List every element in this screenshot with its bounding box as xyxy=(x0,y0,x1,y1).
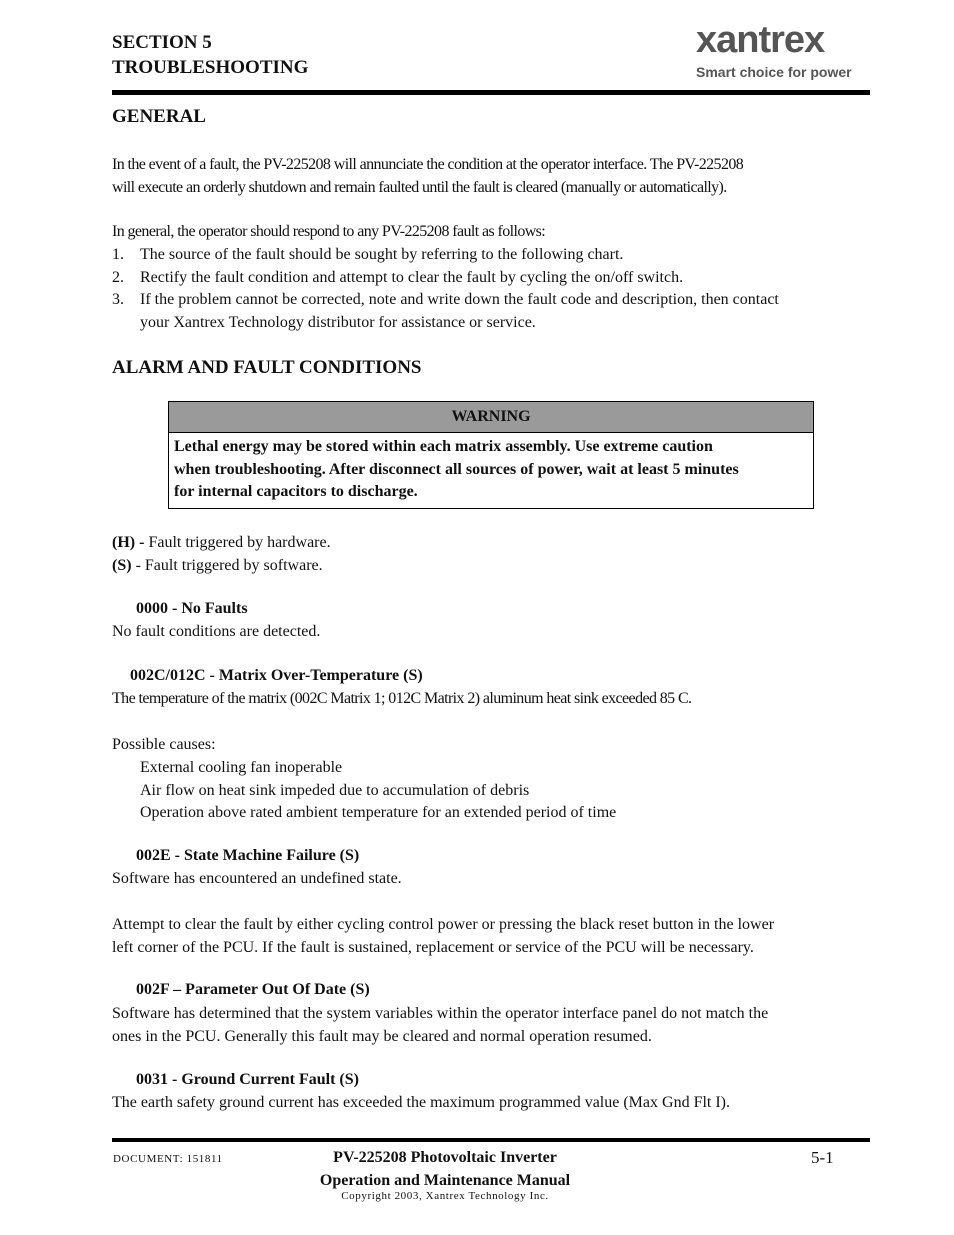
fault-description: No fault conditions are detected. xyxy=(112,623,321,640)
fault-description xyxy=(112,1003,870,1048)
warning-title: WARNING xyxy=(169,402,813,433)
section-number: SECTION 5 xyxy=(112,32,212,53)
list-item xyxy=(112,244,872,267)
fault-action-line: Attempt to clear the fault by either cycling control power or pressing the black reset button in the lower xyxy=(112,916,775,933)
warning-line: when troubleshooting. After disconnect all sources of power, wait at least 5 minutes xyxy=(174,460,739,478)
step-text: The source of the fault should be sought by referring to the following chart. xyxy=(140,246,624,263)
step-number: 3. xyxy=(112,291,124,308)
fault-title: 0000 - No Faults xyxy=(136,600,248,617)
response-steps xyxy=(112,244,872,334)
fault-title: 002F – Parameter Out Of Date (S) xyxy=(136,981,370,998)
list-item: Air flow on heat sink impeded due to accumulation of debris xyxy=(140,781,530,799)
step-text: If the problem cannot be corrected, note and write down the fault code and description, then contact xyxy=(140,291,779,308)
fault-title: 002E - State Machine Failure (S) xyxy=(136,847,360,864)
fault-description: Software has encountered an undefined state. xyxy=(112,870,402,887)
legend-text: - Fault triggered by software. xyxy=(131,556,323,574)
fault-description: The temperature of the matrix (002C Matrix 1; 012C Matrix 2) aluminum heat sink exceeded 85 C. xyxy=(112,690,692,707)
step-continuation: your Xantrex Technology distributor for assistance or service. xyxy=(140,313,536,331)
fault-description-line: ones in the PCU. Generally this fault may be cleared and normal operation resumed. xyxy=(112,1027,652,1045)
legend-hardware xyxy=(112,532,870,555)
general-paragraph-line: In the event of a fault, the PV-225208 will annunciate the condition at the operator interface. The PV-225208 xyxy=(112,156,744,173)
logo-wordmark: xantrex xyxy=(696,19,825,61)
general-intro: In general, the operator should respond to any PV-225208 fault as follows: xyxy=(112,223,546,240)
fault-description-line: Software has determined that the system variables within the operator interface panel do not match the xyxy=(112,1005,769,1022)
logo-tagline: Smart choice for power xyxy=(696,64,852,80)
manual-title-line: Operation and Maintenance Manual xyxy=(319,1172,571,1189)
legend-code: (H) - xyxy=(112,534,145,551)
manual-title xyxy=(300,1146,590,1192)
list-item xyxy=(112,267,872,290)
step-number: 2. xyxy=(112,268,124,286)
fault-description: The earth safety ground current has exceeded the maximum programmed value (Max Gnd Flt I). xyxy=(112,1094,731,1111)
causes-list xyxy=(140,757,616,825)
legend-code: (S) xyxy=(112,556,132,574)
general-paragraph-line: will execute an orderly shutdown and remain faulted until the fault is cleared (manually or automatically). xyxy=(112,178,727,196)
general-heading: GENERAL xyxy=(112,106,206,127)
alarm-heading: ALARM AND FAULT CONDITIONS xyxy=(112,357,422,378)
warning-line: Lethal energy may be stored within each matrix assembly. Use extreme caution xyxy=(174,438,713,455)
section-header xyxy=(112,30,308,80)
copyright: Copyright 2003, Xantrex Technology Inc. xyxy=(341,1190,549,1202)
fault-action xyxy=(112,914,870,959)
manual-title-line: PV-225208 Photovoltaic Inverter xyxy=(333,1149,557,1166)
general-paragraph xyxy=(112,154,870,199)
fault-title: 0031 - Ground Current Fault (S) xyxy=(136,1071,359,1088)
document-number: DOCUMENT: 151811 xyxy=(113,1153,223,1165)
list-item: Operation above rated ambient temperature for an extended period of time xyxy=(140,804,617,821)
list-item xyxy=(112,289,872,312)
page-number: 5-1 xyxy=(811,1148,834,1167)
section-title: TROUBLESHOOTING xyxy=(112,57,309,78)
step-text: Rectify the fault condition and attempt to clear the fault by cycling the on/off switch. xyxy=(140,268,684,286)
causes-label: Possible causes: xyxy=(112,736,216,753)
fault-action-line: left corner of the PCU. If the fault is sustained, replacement or service of the PCU will be necessary. xyxy=(112,938,754,956)
warning-line: for internal capacitors to discharge. xyxy=(174,483,418,500)
legend-text: Fault triggered by hardware. xyxy=(144,534,331,551)
fault-title: 002C/012C - Matrix Over-Temperature (S) xyxy=(130,667,423,684)
header-rule xyxy=(112,90,870,95)
legend xyxy=(112,532,870,577)
xantrex-logo xyxy=(696,20,866,80)
list-item: External cooling fan inoperable xyxy=(140,759,343,776)
warning-text xyxy=(169,433,813,507)
warning-box xyxy=(168,401,814,509)
step-number: 1. xyxy=(112,246,124,263)
legend-software xyxy=(112,555,870,578)
footer-rule xyxy=(112,1138,870,1142)
